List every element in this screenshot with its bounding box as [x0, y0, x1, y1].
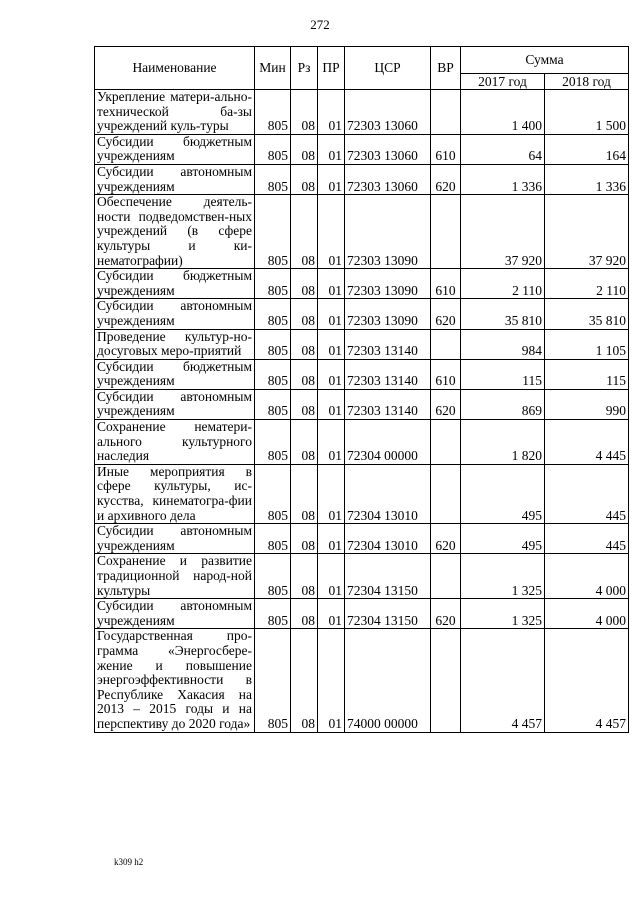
cell-csr: 72303 13060: [345, 134, 431, 164]
cell-name: Иные мероприятия в сфере культуры, ис-кусства, кинематогра-фии и архивного дела: [95, 464, 255, 523]
cell-name: Субсидии бюджетным учреждениям: [95, 269, 255, 299]
cell-vr: [431, 195, 461, 269]
header-sum: Сумма: [461, 47, 629, 74]
cell-min: 805: [255, 329, 291, 359]
table-row: [95, 329, 629, 359]
cell-vr: [431, 629, 461, 732]
cell-2018: 445: [545, 524, 629, 554]
table-row: [95, 195, 629, 269]
header-min: Мин: [255, 47, 291, 90]
cell-name: Укрепление матери-ально-технической ба-зы учреждений куль-туры: [95, 90, 255, 135]
cell-2018: 1 336: [545, 164, 629, 194]
cell-2018: 4 445: [545, 420, 629, 465]
cell-vr: [431, 90, 461, 135]
cell-csr: 72303 13060: [345, 90, 431, 135]
cell-min: 805: [255, 134, 291, 164]
header-vr: ВР: [431, 47, 461, 90]
cell-vr: 620: [431, 164, 461, 194]
cell-rz: 08: [291, 359, 318, 389]
table-row: [95, 164, 629, 194]
cell-csr: 72303 13140: [345, 389, 431, 419]
cell-2018: 4 000: [545, 554, 629, 599]
cell-rz: 08: [291, 420, 318, 465]
cell-rz: 08: [291, 329, 318, 359]
table-row: [95, 90, 629, 135]
cell-pr: 01: [318, 195, 345, 269]
table-row: [95, 629, 629, 732]
cell-pr: 01: [318, 599, 345, 629]
cell-name: Субсидии бюджетным учреждениям: [95, 134, 255, 164]
table-header: [95, 47, 629, 90]
cell-csr: 74000 00000: [345, 629, 431, 732]
cell-2017: 4 457: [461, 629, 545, 732]
cell-name: Субсидии автономным учреждениям: [95, 389, 255, 419]
cell-2018: 1 105: [545, 329, 629, 359]
table-row: [95, 269, 629, 299]
header-pr: ПР: [318, 47, 345, 90]
cell-name: Субсидии автономным учреждениям: [95, 164, 255, 194]
cell-rz: 08: [291, 90, 318, 135]
cell-pr: 01: [318, 90, 345, 135]
cell-min: 805: [255, 629, 291, 732]
cell-rz: 08: [291, 389, 318, 419]
cell-min: 805: [255, 269, 291, 299]
cell-2017: 495: [461, 524, 545, 554]
cell-csr: 72304 00000: [345, 420, 431, 465]
table-row: [95, 599, 629, 629]
budget-table: [94, 46, 629, 733]
cell-min: 805: [255, 195, 291, 269]
cell-pr: 01: [318, 299, 345, 329]
cell-vr: [431, 420, 461, 465]
cell-pr: 01: [318, 359, 345, 389]
cell-2018: 115: [545, 359, 629, 389]
cell-vr: 610: [431, 359, 461, 389]
header-2018: 2018 год: [545, 74, 629, 90]
cell-vr: 620: [431, 389, 461, 419]
cell-2018: 164: [545, 134, 629, 164]
table-body: [95, 90, 629, 733]
cell-rz: 08: [291, 269, 318, 299]
cell-min: 805: [255, 359, 291, 389]
table-row: [95, 389, 629, 419]
cell-name: Субсидии бюджетным учреждениям: [95, 359, 255, 389]
cell-pr: 01: [318, 554, 345, 599]
cell-2018: 35 810: [545, 299, 629, 329]
cell-vr: 610: [431, 269, 461, 299]
cell-csr: 72304 13150: [345, 554, 431, 599]
cell-rz: 08: [291, 554, 318, 599]
cell-csr: 72304 13010: [345, 464, 431, 523]
cell-rz: 08: [291, 299, 318, 329]
cell-min: 805: [255, 524, 291, 554]
cell-min: 805: [255, 389, 291, 419]
cell-2017: 1 820: [461, 420, 545, 465]
table-row: [95, 524, 629, 554]
cell-vr: 620: [431, 524, 461, 554]
cell-2017: 1 325: [461, 599, 545, 629]
cell-2017: 495: [461, 464, 545, 523]
cell-pr: 01: [318, 629, 345, 732]
table-row: [95, 299, 629, 329]
cell-rz: 08: [291, 629, 318, 732]
cell-rz: 08: [291, 164, 318, 194]
cell-2017: 35 810: [461, 299, 545, 329]
cell-csr: 72303 13090: [345, 195, 431, 269]
cell-name: Субсидии автономным учреждениям: [95, 599, 255, 629]
table-row: [95, 554, 629, 599]
page-number: 272: [310, 17, 330, 32]
cell-min: 805: [255, 420, 291, 465]
cell-name: Сохранение и развитие традиционной народ-ной культуры: [95, 554, 255, 599]
cell-csr: 72303 13090: [345, 269, 431, 299]
cell-2017: 2 110: [461, 269, 545, 299]
cell-pr: 01: [318, 269, 345, 299]
cell-2018: 445: [545, 464, 629, 523]
cell-vr: 610: [431, 134, 461, 164]
cell-csr: 72303 13140: [345, 329, 431, 359]
cell-name: Сохранение нематери-ального культурного наследия: [95, 420, 255, 465]
cell-min: 805: [255, 164, 291, 194]
cell-2017: 984: [461, 329, 545, 359]
cell-rz: 08: [291, 134, 318, 164]
cell-pr: 01: [318, 420, 345, 465]
cell-vr: [431, 464, 461, 523]
cell-2018: 4 457: [545, 629, 629, 732]
cell-csr: 72304 13010: [345, 524, 431, 554]
table-row: [95, 464, 629, 523]
cell-2017: 37 920: [461, 195, 545, 269]
cell-2018: 4 000: [545, 599, 629, 629]
cell-rz: 08: [291, 195, 318, 269]
cell-2018: 990: [545, 389, 629, 419]
cell-2018: 2 110: [545, 269, 629, 299]
cell-2017: 869: [461, 389, 545, 419]
cell-min: 805: [255, 90, 291, 135]
cell-pr: 01: [318, 464, 345, 523]
cell-2017: 1 325: [461, 554, 545, 599]
table-row: [95, 420, 629, 465]
cell-pr: 01: [318, 164, 345, 194]
cell-2018: 1 500: [545, 90, 629, 135]
table-row: [95, 359, 629, 389]
cell-name: Государственная про-грамма «Энергосбере-жение и повышение энергоэффективности в Республике Хакасия на 2013 – 2015 годы и на перспективу до 2020 года»: [95, 629, 255, 732]
cell-vr: 620: [431, 599, 461, 629]
header-csr: ЦСР: [345, 47, 431, 90]
header-rz: Рз: [291, 47, 318, 90]
cell-2017: 1 336: [461, 164, 545, 194]
cell-min: 805: [255, 299, 291, 329]
cell-min: 805: [255, 554, 291, 599]
cell-csr: 72304 13150: [345, 599, 431, 629]
cell-name: Проведение культур-но-досуговых меро-приятий: [95, 329, 255, 359]
cell-min: 805: [255, 464, 291, 523]
cell-rz: 08: [291, 599, 318, 629]
cell-csr: 72303 13060: [345, 164, 431, 194]
cell-vr: [431, 554, 461, 599]
cell-rz: 08: [291, 524, 318, 554]
cell-2017: 115: [461, 359, 545, 389]
cell-name: Субсидии автономным учреждениям: [95, 299, 255, 329]
header-name: Наименование: [95, 47, 255, 90]
cell-min: 805: [255, 599, 291, 629]
cell-name: Обеспечение деятель-ности подведомствен-ных учреждений (в сфере культуры и ки-нематографии): [95, 195, 255, 269]
cell-2017: 64: [461, 134, 545, 164]
cell-2018: 37 920: [545, 195, 629, 269]
cell-rz: 08: [291, 464, 318, 523]
cell-csr: 72303 13140: [345, 359, 431, 389]
cell-pr: 01: [318, 329, 345, 359]
cell-pr: 01: [318, 134, 345, 164]
cell-vr: 620: [431, 299, 461, 329]
cell-name: Субсидии автономным учреждениям: [95, 524, 255, 554]
cell-pr: 01: [318, 389, 345, 419]
cell-pr: 01: [318, 524, 345, 554]
footer-code: k309 h2: [114, 857, 144, 867]
header-2017: 2017 год: [461, 74, 545, 90]
table-row: [95, 134, 629, 164]
cell-csr: 72303 13090: [345, 299, 431, 329]
cell-vr: [431, 329, 461, 359]
cell-2017: 1 400: [461, 90, 545, 135]
